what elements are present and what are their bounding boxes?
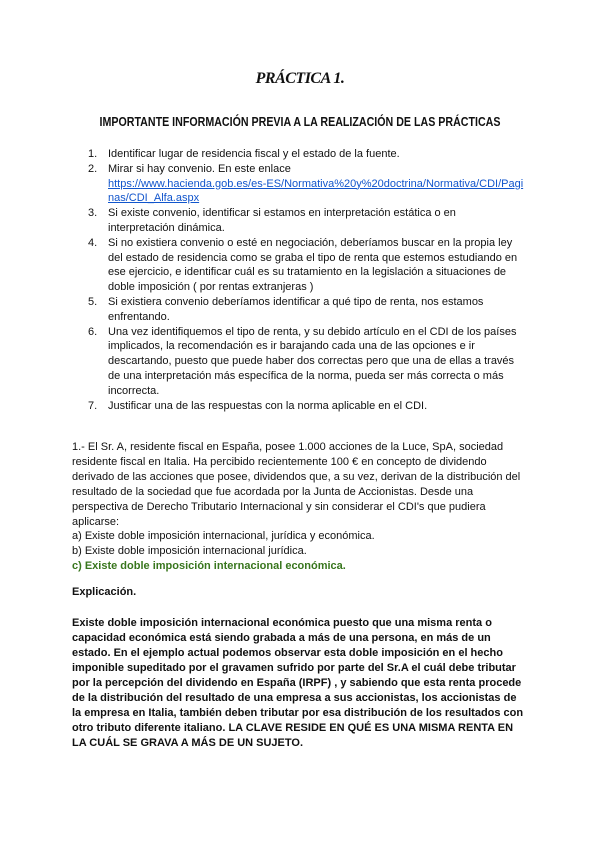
text-line: Identificar lugar de residencia fiscal y el estado de la fuente. [108,148,400,160]
text-line: del estado de residencia como se graba el tipo de renta que estemos estudiando en [108,251,518,264]
list-item [88,147,548,162]
text-line: implicados, la recomendación es ir barajando cada una de las opciones e ir [108,340,475,353]
text-line: enfrentando. [108,310,170,323]
list-number: 1. [88,148,98,160]
question-paragraph [72,440,542,574]
text-line: doble imposición ( por rentas extranjeras ) [108,281,314,294]
list-item-text [108,147,400,162]
text-line: derivado de las acciones que posee, dividendos que, a su vez, derivan de la distribución del [72,470,521,483]
list-number: 6. [88,325,98,338]
list-item-text [108,325,516,399]
text-line: resultado de la sociedad que fue acordada por la Junta de Accionistas. Desde una [72,485,474,498]
list-item [88,236,548,295]
text-line: Mirar si hay convenio. En este enlace [108,162,291,175]
correct-answer-option: c) Existe doble imposición internacional económica. [72,560,346,573]
list-item-text [108,236,517,295]
text-line: Si existe convenio, identificar si estamos en interpretación estática o en [108,207,456,220]
list-number: 3. [88,207,98,220]
text-line: otro tributo diferente italiano. LA CLAVE RESIDE EN QUÉ ES UNA MISMA RENTA EN [72,722,514,734]
text-line: LA CUÁL SE GRAVA A MÁS DE UN SUJETO. [72,737,304,749]
list-item-text [108,295,483,325]
text-line: Si existiera convenio deberíamos identificar a qué tipo de renta, nos estamos [108,295,484,308]
text-line: Si no existiera convenio o esté en negociación, deberíamos buscar en la propia ley [108,236,513,249]
list-number: 4. [88,236,98,249]
text-line: incorrecta. [108,384,160,397]
text-line: descartando, puesto que puede haber dos correctas pero que una de ellas a través [108,355,515,368]
text-line: Justificar una de las respuestas con la norma aplicable en el CDI. [108,399,428,412]
list-item [88,295,548,325]
page-title: PRÁCTICA 1. [255,70,345,87]
list-item [88,206,548,236]
list-number: 2. [88,162,98,175]
text-line: Existe doble imposición internacional económica puesto que una misma renta o [72,617,492,629]
text-line: de una interpretación más específica de la norma, pueda ser más correcta o más [108,369,504,382]
text-line: capacidad económica está siendo grabada a más de una persona, en más de un [72,632,491,644]
text-line: ese ejercicio, e identificar cuál es su tratamiento en la legislación a situaciones de [108,266,507,279]
text-line: 1.- El Sr. A, residente fiscal en España, posee 1.000 acciones de la Luce, SpA, sociedad [72,441,504,453]
section-subtitle: IMPORTANTE INFORMACIÓN PREVIA A LA REALIZACIÓN DE LAS PRÁCTICAS [99,114,501,129]
list-item-text [108,206,456,236]
text-line: la empresa en Italia, también deben tributar por esa distribución de los resultados con [72,707,524,719]
text-line: de la distribución del resultado de una empresa a sus accionistas, los accionistas de [72,692,517,704]
text-line: estado. En el ejemplo actual podemos observar esta doble imposición en el hecho [72,647,503,659]
list-item-text [108,399,427,414]
text-line: residente fiscal en Italia. Ha percibido recientemente 100 € en concepto de dividendo [72,455,487,468]
list-number: 7. [88,399,98,412]
text-line: aplicarse: [72,515,120,528]
hacienda-cdi-link[interactable]: https://www.hacienda.gob.es/es-ES/Normativa%20y%20doctrina/Normativa/CDI/Pagi [108,177,524,190]
answer-option: a) Existe doble imposición internacional, jurídica y económica. [72,530,375,543]
list-item [88,162,548,206]
text-line: interpretación dinámica. [108,221,225,234]
answer-option: b) Existe doble imposición internacional jurídica. [72,545,307,558]
list-item [88,399,548,414]
explanation-paragraph [72,616,542,751]
list-number: 5. [88,295,98,308]
text-line: perspectiva de Derecho Tributario Internacional y sin considerar el CDI's que pudiera [72,500,486,513]
hacienda-cdi-link[interactable]: nas/CDI_Alfa.aspx [108,192,200,205]
text-line: imponible supeditado por el gravamen sufrido por parte del Sr.A el cuál debe tributar [72,662,516,674]
text-line: por la percepción del dividendo en España (IRPF) , y sabiendo que esta renta procede [72,677,522,689]
text-line: Una vez identifiquemos el tipo de renta, y su debido artículo en el CDI de los países [108,325,517,338]
list-item-text [108,162,523,206]
steps-list [88,147,548,413]
list-item [88,325,548,399]
explanation-heading: Explicación. [72,586,137,598]
